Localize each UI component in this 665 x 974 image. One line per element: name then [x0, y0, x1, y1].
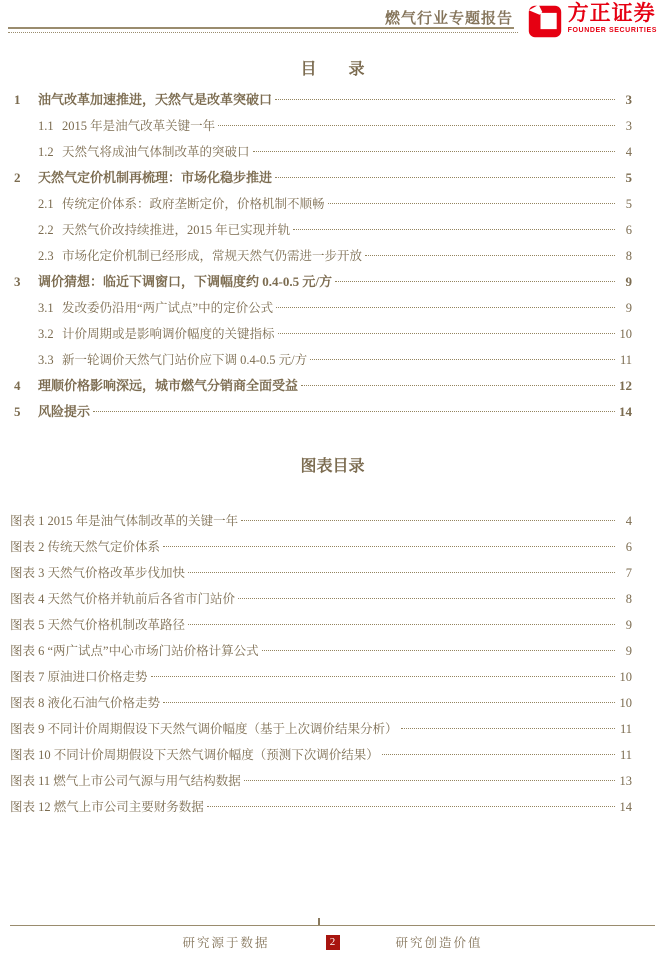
- toc-entry-number: 3.1: [38, 301, 54, 315]
- figure-entry-label: 图表 4 天然气价格并轨前后各省市门站价: [10, 592, 236, 606]
- dot-leader: [382, 754, 615, 755]
- toc-entry-number: 2.2: [38, 223, 54, 237]
- dot-leader: [365, 255, 615, 256]
- figure-entry-label: 图表 2 传统天然气定价体系: [10, 540, 161, 554]
- page-header: [0, 0, 665, 36]
- dot-leader: [188, 572, 615, 573]
- toc-entry[interactable]: [14, 269, 632, 295]
- figure-entry[interactable]: [10, 508, 632, 534]
- dot-leader: [93, 411, 615, 412]
- report-type-label: 燃气行业专题报告: [384, 11, 513, 27]
- figure-entry-page: 10: [619, 670, 632, 684]
- toc-entry[interactable]: [38, 139, 632, 165]
- figure-entry-page: 6: [625, 540, 632, 554]
- toc-entry-number: 5: [14, 404, 21, 419]
- toc-entry-label: 天然气定价机制再梳理：市场化稳步推进: [38, 170, 273, 185]
- figure-entry-label: 图表 8 液化石油气价格走势: [10, 696, 161, 710]
- figure-entry-label: 图表 5 天然气价格机制改革路径: [10, 618, 186, 632]
- toc-entry-label: 天然气价改持续推进，2015 年已实现并轨: [62, 223, 291, 237]
- toc-entry-label: 市场化定价机制已经形成，常规天然气仍需进一步开放: [62, 249, 363, 263]
- toc-entry-page: 5: [625, 197, 632, 211]
- figure-entry-label: 图表 3 天然气价格改革步伐加快: [10, 566, 186, 580]
- figure-entry-page: 7: [625, 566, 632, 580]
- toc-entry-label: 理顺价格影响深远，城市燃气分销商全面受益: [38, 378, 299, 393]
- toc-entry-page: 11: [619, 353, 632, 367]
- toc-entry-page: 5: [625, 170, 632, 185]
- figure-entry-page: 4: [625, 514, 632, 528]
- dot-leader: [253, 151, 615, 152]
- dot-leader: [275, 99, 615, 100]
- toc-entry[interactable]: [38, 191, 632, 217]
- toc-entry-number: 1.2: [38, 145, 54, 159]
- figure-entry-page: 8: [625, 592, 632, 606]
- toc-entry-number: 3: [14, 274, 21, 289]
- figure-entry[interactable]: [10, 612, 632, 638]
- dot-leader: [278, 333, 615, 334]
- toc-entry-number: 1: [14, 92, 21, 107]
- header-rule-solid: [8, 27, 514, 29]
- toc-entry-label: 风险提示: [38, 404, 91, 419]
- figure-entry[interactable]: [10, 690, 632, 716]
- dot-leader: [328, 203, 615, 204]
- dot-leader: [262, 650, 615, 651]
- dot-leader: [244, 780, 615, 781]
- toc-entry[interactable]: [38, 243, 632, 269]
- figure-entry[interactable]: [10, 742, 632, 768]
- toc-entry[interactable]: [14, 373, 632, 399]
- figure-entry[interactable]: [10, 794, 632, 820]
- founder-securities-logo: [527, 3, 657, 39]
- toc-entry[interactable]: [14, 399, 632, 425]
- figure-entry-label: 图表 9 不同计价周期假设下天然气调价幅度（基于上次调价结果分析）: [10, 722, 398, 736]
- dot-leader: [335, 281, 615, 282]
- dot-leader: [218, 125, 615, 126]
- page-number-badge: 2: [326, 935, 340, 950]
- figure-entry-label: 图表 7 原油进口价格走势: [10, 670, 148, 684]
- brand-name-en: FOUNDER SECURITIES: [567, 27, 657, 34]
- dot-leader: [310, 359, 615, 360]
- dot-leader: [276, 307, 615, 308]
- footer-left-slogan: 研究源于数据: [182, 936, 270, 950]
- figure-list: [0, 508, 665, 820]
- figure-entry-page: 9: [625, 644, 632, 658]
- toc-list: [0, 87, 665, 425]
- logo-text: [568, 3, 657, 34]
- dot-leader: [301, 385, 615, 386]
- figure-entry-page: 9: [625, 618, 632, 632]
- figure-entry-page: 14: [619, 800, 632, 814]
- brand-name-cn: 方正证券: [567, 2, 656, 25]
- figure-entry-label: 图表 10 不同计价周期假设下天然气调价幅度（预测下次调价结果）: [10, 748, 379, 762]
- figure-entry[interactable]: [10, 664, 632, 690]
- figure-entry-label: 图表 1 2015 年是油气体制改革的关键一年: [10, 514, 239, 528]
- figure-entry[interactable]: [10, 586, 632, 612]
- toc-entry-label: 天然气将成油气体制改革的突破口: [62, 145, 250, 159]
- toc-entry-label: 发改委仍沿用“两广试点”中的定价公式: [62, 301, 274, 315]
- toc-entry-page: 10: [619, 327, 632, 341]
- toc-entry-page: 9: [625, 301, 632, 315]
- figure-toc-title: 图表目录: [300, 458, 365, 475]
- figure-entry[interactable]: [10, 716, 632, 742]
- toc-entry-page: 4: [625, 145, 632, 159]
- dot-leader: [293, 229, 615, 230]
- dot-leader: [241, 520, 615, 521]
- toc-entry-page: 3: [625, 119, 632, 133]
- figure-entry-page: 10: [619, 696, 632, 710]
- toc-entry-label: 计价周期或是影响调价幅度的关键指标: [62, 327, 275, 341]
- toc-entry[interactable]: [14, 165, 632, 191]
- toc-entry-page: 9: [625, 274, 632, 289]
- toc-entry-label: 调价猜想：临近下调窗口，下调幅度约 0.4-0.5 元/方: [38, 274, 332, 289]
- dot-leader: [275, 177, 615, 178]
- founder-box-icon: [527, 3, 563, 39]
- toc-entry-number: 2: [14, 170, 21, 185]
- toc-entry[interactable]: [38, 217, 632, 243]
- toc-entry-label: 2015 年是油气改革关键一年: [62, 119, 216, 133]
- figure-entry-label: 图表 11 燃气上市公司气源与用气结构数据: [10, 774, 241, 788]
- figure-entry-label: 图表 12 燃气上市公司主要财务数据: [10, 800, 204, 814]
- dot-leader: [401, 728, 615, 729]
- header-rule-dotted: [8, 32, 518, 33]
- toc-entry[interactable]: [38, 295, 632, 321]
- toc-entry-label: 新一轮调价天然气门站价应下调 0.4-0.5 元/方: [62, 353, 308, 367]
- toc-entry-number: 3.2: [38, 327, 54, 341]
- figure-entry-page: 11: [619, 748, 632, 762]
- toc-entry[interactable]: [38, 321, 632, 347]
- toc-entry-label: 传统定价体系：政府垄断定价，价格机制不顺畅: [62, 197, 325, 211]
- toc-entry-number: 4: [14, 378, 21, 393]
- dot-leader: [207, 806, 615, 807]
- figure-entry[interactable]: [10, 638, 632, 664]
- dot-leader: [163, 546, 615, 547]
- footer-row: [0, 933, 665, 951]
- figure-entry-label: 图表 6 “两广试点”中心市场门站价格计算公式: [10, 644, 259, 658]
- dot-leader: [163, 702, 615, 703]
- figure-entry-page: 13: [619, 774, 632, 788]
- toc-entry-label: 油气改革加速推进，天然气是改革突破口: [38, 92, 273, 107]
- toc-entry[interactable]: [38, 113, 632, 139]
- figure-entry[interactable]: [10, 768, 632, 794]
- toc-entry[interactable]: [14, 87, 632, 113]
- toc-entry-number: 1.1: [38, 119, 54, 133]
- toc-entry-number: 2.3: [38, 249, 54, 263]
- dot-leader: [238, 598, 615, 599]
- toc-entry-page: 12: [619, 378, 632, 393]
- toc-entry-page: 8: [625, 249, 632, 263]
- toc-entry-number: 2.1: [38, 197, 54, 211]
- toc-entry-number: 3.3: [38, 353, 54, 367]
- figure-entry[interactable]: [10, 560, 632, 586]
- toc-entry-page: 3: [625, 92, 632, 107]
- dot-leader: [188, 624, 615, 625]
- footer-rule: [10, 925, 655, 926]
- toc-entry-page: 6: [625, 223, 632, 237]
- figure-entry-page: 11: [619, 722, 632, 736]
- footer-right-slogan: 研究创造价值: [395, 936, 483, 950]
- page-footer: [0, 918, 665, 964]
- figure-entry[interactable]: [10, 534, 632, 560]
- toc-title: 目 录: [300, 61, 365, 78]
- toc-entry-page: 14: [619, 404, 632, 419]
- toc-entry[interactable]: [38, 347, 632, 373]
- dot-leader: [151, 676, 615, 677]
